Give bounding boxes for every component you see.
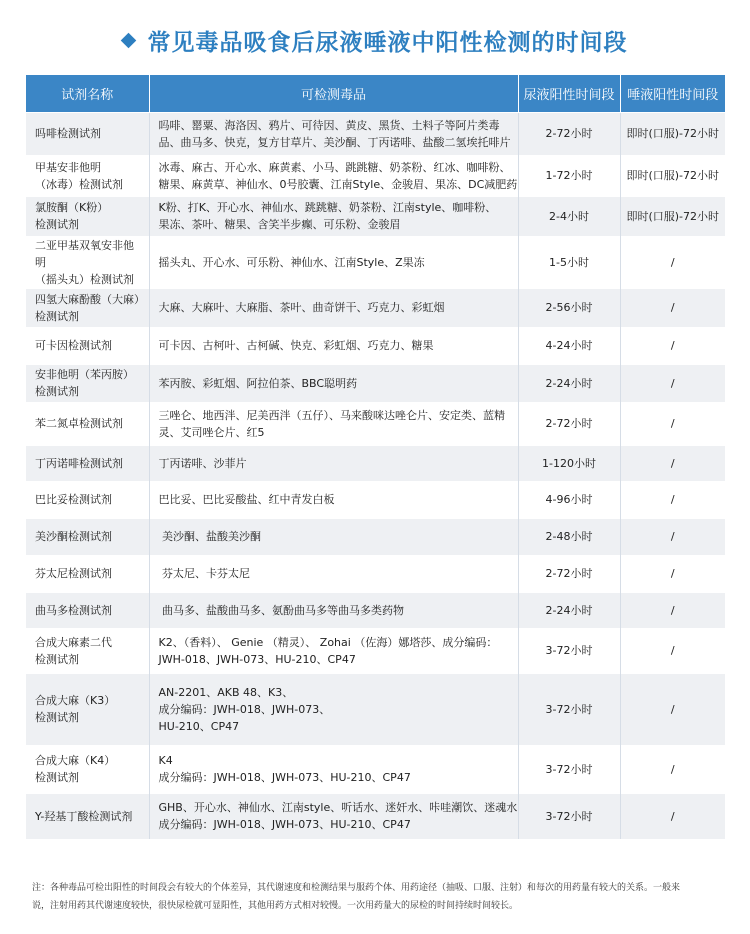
reagent-name-line: （摇头丸）检测试剂	[35, 272, 134, 286]
saliva-period-cell: /	[620, 592, 725, 628]
table-row	[26, 628, 725, 673]
table-row	[26, 236, 725, 288]
table-row	[26, 745, 725, 793]
reagent-name-cell	[26, 196, 149, 236]
reagent-name-cell	[26, 793, 149, 839]
table-row	[26, 555, 725, 592]
header-detectable-drugs: 可检测毒品	[149, 75, 518, 112]
table-row	[26, 445, 725, 481]
table-row	[26, 196, 725, 236]
urine-period-cell: 2-24小时	[518, 592, 620, 628]
table-row	[26, 793, 725, 839]
saliva-period-cell: /	[620, 236, 725, 288]
reagent-name-line: 合成大麻素二代	[35, 635, 112, 649]
detectable-drugs-line: 可卡因、古柯叶、古柯碱、快克、彩虹烟、巧克力、糖果	[158, 339, 434, 352]
reagent-name-line: Y-羟基丁酸检测试剂	[35, 809, 133, 823]
urine-period-cell: 2-56小时	[518, 288, 620, 327]
reagent-name-line: 检测试剂	[35, 652, 79, 666]
detectable-drugs-line: K4	[158, 754, 173, 767]
table-header-row	[26, 75, 725, 112]
reagent-name-line: 氯胺酮（K粉）	[35, 201, 109, 214]
table-row	[26, 112, 725, 155]
urine-period-cell: 3-72小时	[518, 793, 620, 839]
saliva-period-cell: /	[620, 518, 725, 555]
detectable-drugs-line: 灵、艾司唑仑片、红5	[158, 425, 265, 439]
reagent-name-cell	[26, 518, 149, 555]
reagent-name-line: 合成大麻（K3）	[35, 694, 116, 707]
header-saliva-period: 唾液阳性时间段	[620, 75, 725, 112]
detection-table	[26, 75, 725, 839]
detectable-drugs-cell	[149, 518, 518, 555]
detectable-drugs-cell	[149, 745, 518, 793]
detectable-drugs-line: 曲马多、盐酸曲马多、氨酚曲马多等曲马多类药物	[158, 603, 404, 617]
title-bar	[0, 18, 750, 62]
detectable-drugs-line: HU-210、CP47	[158, 719, 240, 733]
saliva-period-cell: /	[620, 555, 725, 592]
saliva-period-cell: /	[620, 445, 725, 481]
reagent-name-line: 曲马多检测试剂	[35, 603, 112, 617]
detectable-drugs-line: 巴比妥、巴比妥酸盐、红中青发白板	[158, 493, 335, 506]
reagent-name-cell	[26, 745, 149, 793]
reagent-name-cell	[26, 288, 149, 327]
urine-period-cell: 1-72小时	[518, 155, 620, 196]
reagent-name-line: 巴比妥检测试剂	[35, 493, 112, 506]
detectable-drugs-cell	[149, 236, 518, 288]
detectable-drugs-line: 丁丙诺啡、沙菲片	[158, 456, 247, 470]
saliva-period-cell: /	[620, 673, 725, 745]
reagent-name-line: 吗啡检测试剂	[35, 127, 101, 140]
detectable-drugs-cell	[149, 364, 518, 402]
saliva-period-cell: /	[620, 745, 725, 793]
reagent-name-cell	[26, 402, 149, 445]
urine-period-cell: 1-120小时	[518, 445, 620, 481]
reagent-name-line: 检测试剂	[35, 218, 79, 231]
detectable-drugs-line: GHB、开心水、神仙水、江南style、听话水、迷奸水、咔哇潮饮、迷魂水	[158, 801, 518, 815]
reagent-name-line: 安非他明（苯丙胺）	[35, 368, 134, 381]
table-row	[26, 327, 725, 364]
reagent-name-line: 四氢大麻酚酸（大麻）	[35, 292, 145, 306]
detectable-drugs-line: 成分编码：JWH-018、JWH-073、	[158, 702, 331, 716]
table-row	[26, 481, 725, 518]
reagent-name-line: 二亚甲基双氧安非他明	[35, 238, 134, 269]
reagent-name-cell	[26, 236, 149, 288]
header-urine-period: 尿液阳性时间段	[518, 75, 620, 112]
diamond-bullet-icon	[120, 32, 136, 48]
urine-period-cell: 2-48小时	[518, 518, 620, 555]
detectable-drugs-line: 果冻、茶叶、糖果、含笑半步癫、可乐粉、金骏眉	[158, 218, 401, 231]
reagent-name-line: 可卡因检测试剂	[35, 339, 112, 352]
reagent-name-line: 甲基安非他明	[35, 160, 101, 174]
reagent-name-line: 美沙酮检测试剂	[35, 530, 112, 543]
detectable-drugs-line: 吗啡、罂粟、海洛因、鸦片、可待因、黄皮、黑货、土料子等阿片类毒	[158, 118, 500, 132]
detectable-drugs-line: JWH-018、JWH-073、HU-210、CP47	[158, 652, 356, 666]
reagent-name-line: 检测试剂	[35, 711, 79, 724]
detectable-drugs-line: 糖果、麻黄草、神仙水、0号胶囊、江南Style、金骏眉、果冻、DC减肥药	[158, 177, 518, 191]
reagent-name-cell	[26, 555, 149, 592]
detectable-drugs-cell	[149, 155, 518, 196]
detectable-drugs-line: 品、曲马多、快克，复方甘草片、美沙酮、丁丙诺啡、盐酸二氢埃托啡片	[158, 135, 511, 149]
reagent-name-line: 苯二氮卓检测试剂	[35, 417, 123, 430]
detectable-drugs-cell	[149, 481, 518, 518]
reagent-name-cell	[26, 673, 149, 745]
detectable-drugs-cell	[149, 445, 518, 481]
reagent-name-line: 检测试剂	[35, 771, 79, 784]
detectable-drugs-line: 冰毒、麻古、开心水、麻黄素、小马、跳跳糖、奶茶粉、红冰、咖啡粉、	[158, 160, 511, 174]
urine-period-cell: 2-72小时	[518, 555, 620, 592]
detectable-drugs-line: 成分编码：JWH-018、JWH-073、HU-210、CP47	[158, 818, 411, 832]
table-row	[26, 673, 725, 745]
page-title: 常见毒品吸食后尿液唾液中阳性检测的时间段	[147, 29, 628, 56]
detectable-drugs-cell	[149, 628, 518, 673]
detectable-drugs-cell	[149, 112, 518, 155]
detectable-drugs-cell	[149, 327, 518, 364]
urine-period-cell: 3-72小时	[518, 673, 620, 745]
urine-period-cell: 3-72小时	[518, 745, 620, 793]
saliva-period-cell: /	[620, 402, 725, 445]
urine-period-cell: 2-72小时	[518, 112, 620, 155]
reagent-name-line: 芬太尼检测试剂	[35, 567, 112, 580]
reagent-name-line: 检测试剂	[35, 309, 79, 323]
footnote-line: 注：各种毒品可检出阳性的时间段会有较大的个体差异，其代谢速度和检测结果与服药个体、用药途径（抽吸、口服、注射）和每次的用药量有较大的关系。一般来	[32, 883, 681, 893]
saliva-period-cell: 即时(口服)-72小时	[620, 112, 725, 155]
detectable-drugs-line: 三唑仑、地西泮、尼美西泮（五仔）、马来酸咪达唑仑片、安定类、蓝精	[158, 408, 505, 422]
urine-period-cell: 2-24小时	[518, 364, 620, 402]
table-row	[26, 402, 725, 445]
urine-period-cell: 2-72小时	[518, 402, 620, 445]
detectable-drugs-cell	[149, 555, 518, 592]
saliva-period-cell: 即时(口服)-72小时	[620, 196, 725, 236]
detectable-drugs-line: 美沙酮、盐酸美沙酮	[158, 530, 261, 543]
urine-period-cell: 4-24小时	[518, 327, 620, 364]
detectable-drugs-cell	[149, 288, 518, 327]
detectable-drugs-cell	[149, 793, 518, 839]
table-row	[26, 288, 725, 327]
reagent-name-cell	[26, 327, 149, 364]
footnote	[32, 879, 722, 915]
reagent-name-cell	[26, 628, 149, 673]
reagent-name-cell	[26, 481, 149, 518]
detectable-drugs-cell	[149, 673, 518, 745]
saliva-period-cell: /	[620, 793, 725, 839]
saliva-period-cell: /	[620, 327, 725, 364]
reagent-name-line: 合成大麻（K4）	[35, 754, 116, 767]
reagent-name-cell	[26, 155, 149, 196]
detectable-drugs-line: K粉、打K、开心水、神仙水、跳跳糖、奶茶粉、江南style、咖啡粉、	[158, 201, 497, 214]
detectable-drugs-cell	[149, 196, 518, 236]
table-row	[26, 155, 725, 196]
detectable-drugs-line: 芬太尼、卡芬太尼	[158, 567, 250, 580]
urine-period-cell: 2-4小时	[518, 196, 620, 236]
saliva-period-cell: /	[620, 628, 725, 673]
saliva-period-cell: /	[620, 364, 725, 402]
detectable-drugs-line: 摇头丸、开心水、可乐粉、神仙水、江南Style、Z果冻	[158, 255, 425, 269]
header-reagent-name: 试剂名称	[26, 75, 149, 112]
detectable-drugs-line: K2、（香料）、 Genie （精灵）、 Zohai （佐海）娜塔莎、成分编码：	[158, 635, 498, 649]
saliva-period-cell: /	[620, 481, 725, 518]
footnote-line: 说，注射用药其代谢速度较快，很快尿检就可显阳性，其他用药方式相对较慢。一次用药量大的尿检的时间持续时间较长。	[32, 901, 519, 911]
saliva-period-cell: /	[620, 288, 725, 327]
detectable-drugs-line: 苯丙胺、彩虹烟、阿拉伯茶、BBC聪明药	[158, 376, 358, 390]
table-row	[26, 592, 725, 628]
reagent-name-cell	[26, 112, 149, 155]
reagent-name-cell	[26, 592, 149, 628]
saliva-period-cell: 即时(口服)-72小时	[620, 155, 725, 196]
table-row	[26, 364, 725, 402]
urine-period-cell: 3-72小时	[518, 628, 620, 673]
table-row	[26, 518, 725, 555]
reagent-name-cell	[26, 445, 149, 481]
urine-period-cell: 1-5小时	[518, 236, 620, 288]
detectable-drugs-line: 成分编码：JWH-018、JWH-073、HU-210、CP47	[158, 771, 411, 784]
detectable-drugs-line: 大麻、大麻叶、大麻脂、茶叶、曲奇饼干、巧克力、彩虹烟	[158, 301, 445, 314]
reagent-name-line: （冰毒）检测试剂	[35, 177, 123, 191]
urine-period-cell: 4-96小时	[518, 481, 620, 518]
reagent-name-line: 丁丙诺啡检测试剂	[35, 456, 123, 470]
detectable-drugs-cell	[149, 592, 518, 628]
detectable-drugs-cell	[149, 402, 518, 445]
reagent-name-cell	[26, 364, 149, 402]
reagent-name-line: 检测试剂	[35, 385, 79, 398]
detectable-drugs-line: AN-2201、AKB 48、K3、	[158, 685, 294, 699]
